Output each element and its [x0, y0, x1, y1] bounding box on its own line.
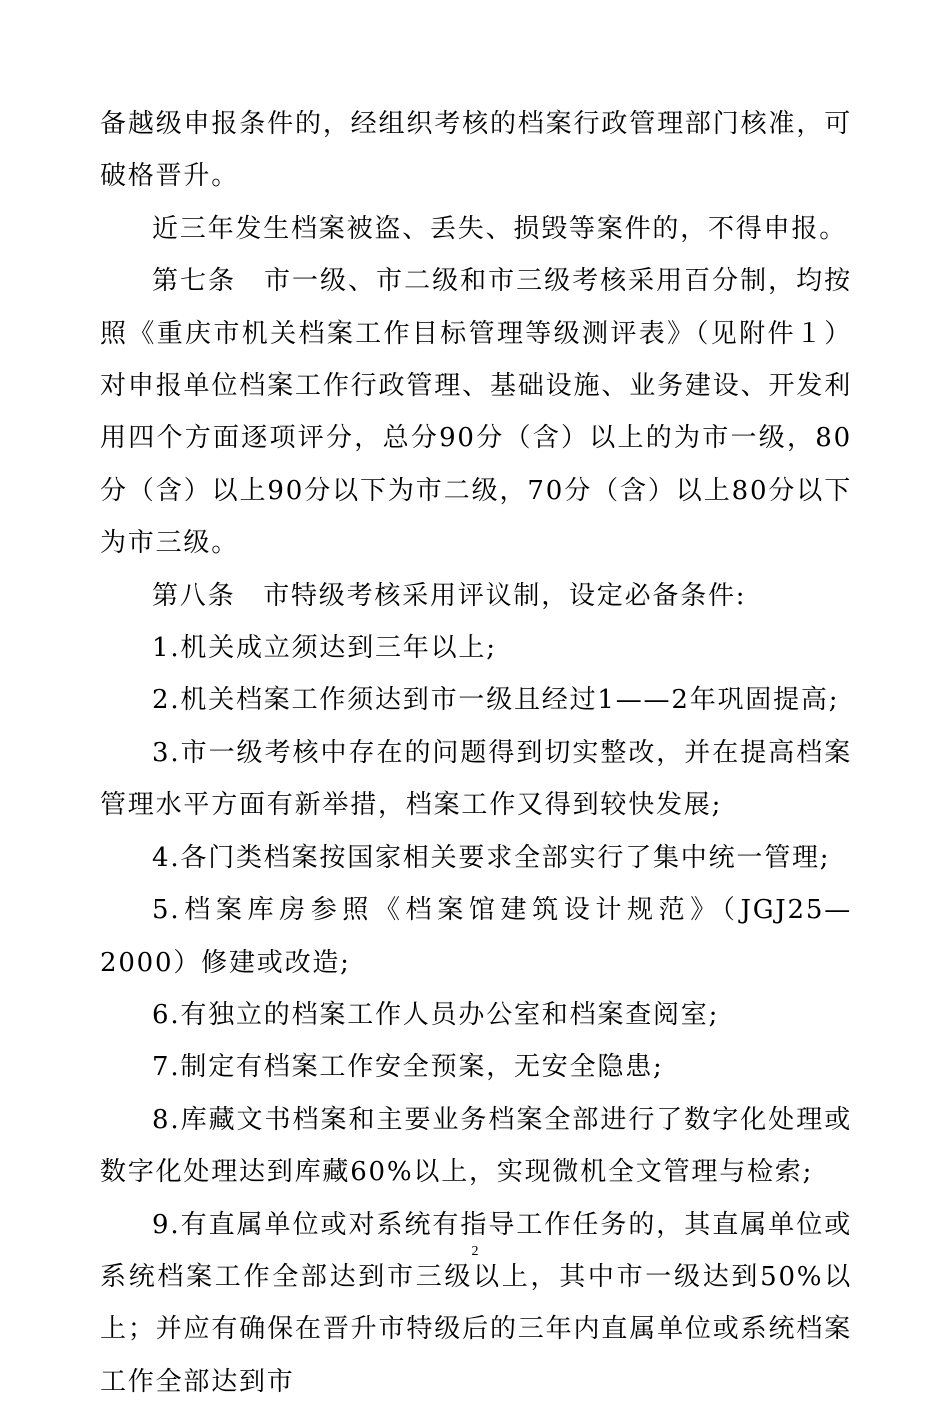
list-item-4: 4.各门类档案按国家相关要求全部实行了集中统一管理;	[152, 842, 831, 873]
list-item-2: 2.机关档案工作须达到市一级且经过1——2年巩固提高;	[152, 685, 840, 716]
list-item-8: 8.库藏文书档案和主要业务档案全部进行了数字化处理或数字化处理达到库藏60%以上，实现微机全文管理与检索;	[100, 1104, 852, 1188]
list-item-7: 7.制定有档案工作安全预案，无安全隐患;	[152, 1052, 664, 1083]
list-item-5: 5.档案库房参照《档案馆建筑设计规范》（JGJ25—2000）修建或改造;	[100, 895, 852, 978]
body-text	[100, 98, 852, 1408]
paragraph-continuation: 备越级申报条件的，经组织考核的档案行政管理部门核准，可破格晋升。	[100, 109, 852, 192]
paragraph-article-8: 第八条 市特级考核采用评议制，设定必备条件:	[152, 580, 747, 611]
list-item-9: 9.有直属单位或对系统有指导工作任务的，其直属单位或系统档案工作全部达到市三级以上，其中市一级达到50%以上；并应有确保在晋升市特级后的三年内直属单位或系统档案工作全部达到市	[100, 1209, 852, 1397]
paragraph-article-7: 第七条 市一级、市二级和市三级考核采用百分制，均按照《重庆市机关档案工作目标管理等级测评表》（见附件１）对申报单位档案工作行政管理、基础设施、业务建设、开发利用四个方面逐项评分，总分90分（含）以上的为市一级，80分（含）以上90分以下为市二级，70分（含）以上80分以下为市三级。	[100, 266, 852, 559]
page-number: 2	[471, 1244, 479, 1259]
list-item-3: 3.市一级考核中存在的问题得到切实整改，并在提高档案管理水平方面有新举措，档案工作又得到较快发展;	[100, 737, 852, 821]
list-item-1: 1.机关成立须达到三年以上;	[152, 633, 497, 664]
paragraph-case-exclusion: 近三年发生档案被盗、丢失、损毁等案件的，不得申报。	[152, 213, 848, 244]
list-item-6: 6.有独立的档案工作人员办公室和档案查阅室;	[152, 999, 720, 1030]
